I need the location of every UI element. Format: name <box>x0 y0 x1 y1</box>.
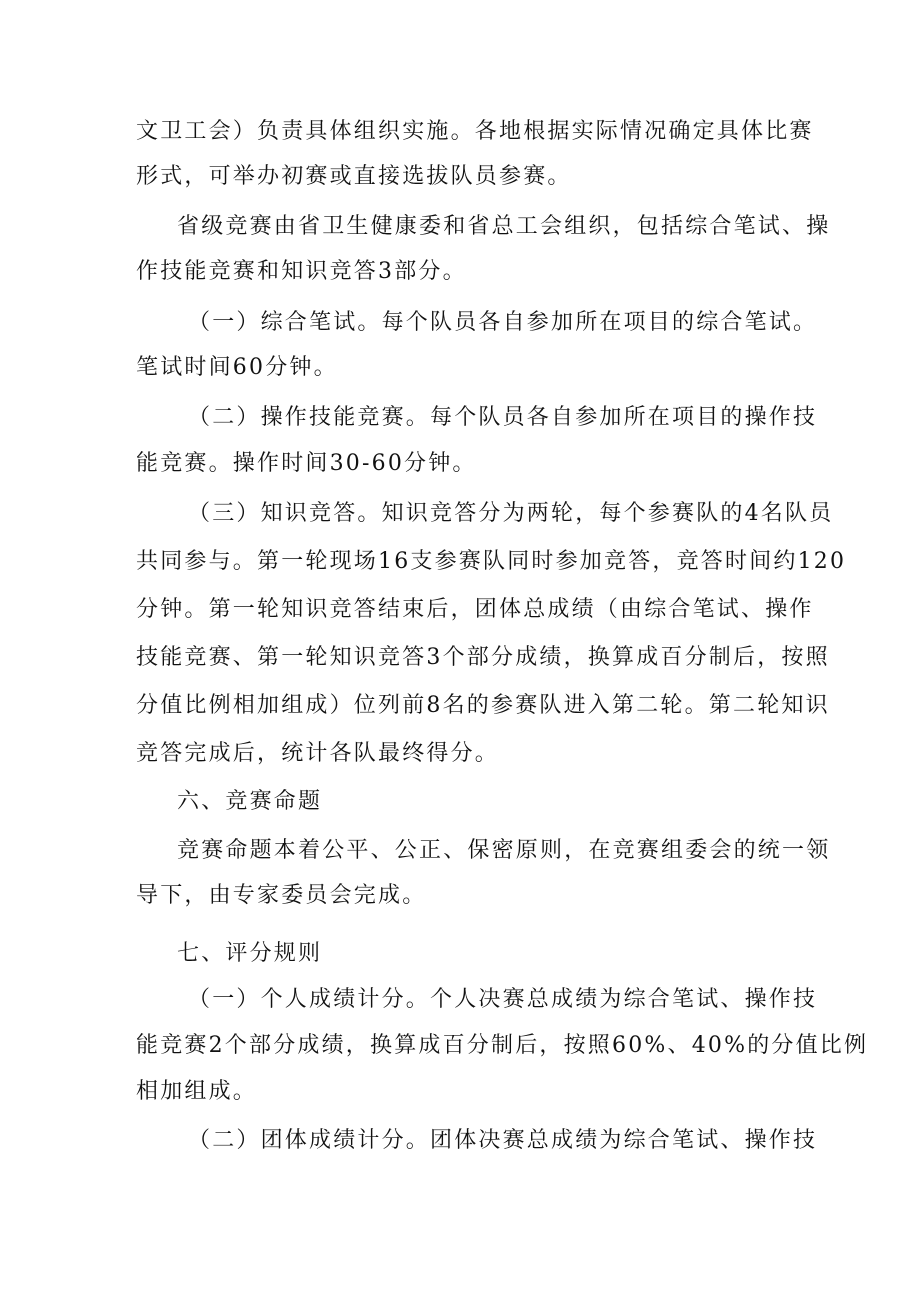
text-line: 竞答完成后，统计各队最终得分。 <box>136 741 500 766</box>
item-3-line: （三）知识竞答。知识竞答分为两轮，每个参赛队的4名队员 <box>188 501 834 526</box>
item-1-line: （一）综合笔试。每个队员各自参加所在项目的综合笔试。 <box>188 310 818 335</box>
text-line: 分钟。第一轮知识竞答结束后，团体总成绩（由综合笔试、操作 <box>136 597 814 622</box>
text-line: 笔试时间60分钟。 <box>136 355 338 380</box>
text-line: 相加组成。 <box>136 1079 258 1104</box>
text-line: 导下，由专家委员会完成。 <box>136 883 427 908</box>
text-line: 技能竞赛、第一轮知识竞答3个部分成绩，换算成百分制后，按照 <box>136 645 830 670</box>
item-2-line: （二）操作技能竞赛。每个队员各自参加所在项目的操作技 <box>188 405 818 430</box>
section-heading-6: 六、竞赛命题 <box>177 789 323 814</box>
text-line: 分值比例相加组成）位列前8名的参赛队进入第二轮。第二轮知识 <box>136 693 830 718</box>
text-line: 共同参与。第一轮现场16支参赛队同时参加竞答，竞答时间约120 <box>136 549 847 574</box>
section-heading-7: 七、评分规则 <box>177 941 323 966</box>
item-2-line: （二）团体成绩计分。团体决赛总成绩为综合笔试、操作技 <box>188 1128 818 1153</box>
text-line: 作技能竞赛和知识竞答3部分。 <box>136 259 467 284</box>
paragraph-start-line: 竞赛命题本着公平、公正、保密原则，在竞赛组委会的统一领 <box>177 838 831 863</box>
paragraph-start-line: 省级竞赛由省卫生健康委和省总工会组织，包括综合笔试、操 <box>177 214 831 239</box>
text-line: 文卫工会）负责具体组织实施。各地根据实际情况确定具体比赛 <box>136 119 814 144</box>
item-1-line: （一）个人成绩计分。个人决赛总成绩为综合笔试、操作技 <box>188 987 818 1012</box>
text-line: 能竞赛2个部分成绩，换算成百分制后，按照60%、40%的分值比例 <box>136 1033 869 1058</box>
text-line: 能竞赛。操作时间30-60分钟。 <box>136 451 477 476</box>
text-line: 形式，可举办初赛或直接选拔队员参赛。 <box>136 164 572 189</box>
